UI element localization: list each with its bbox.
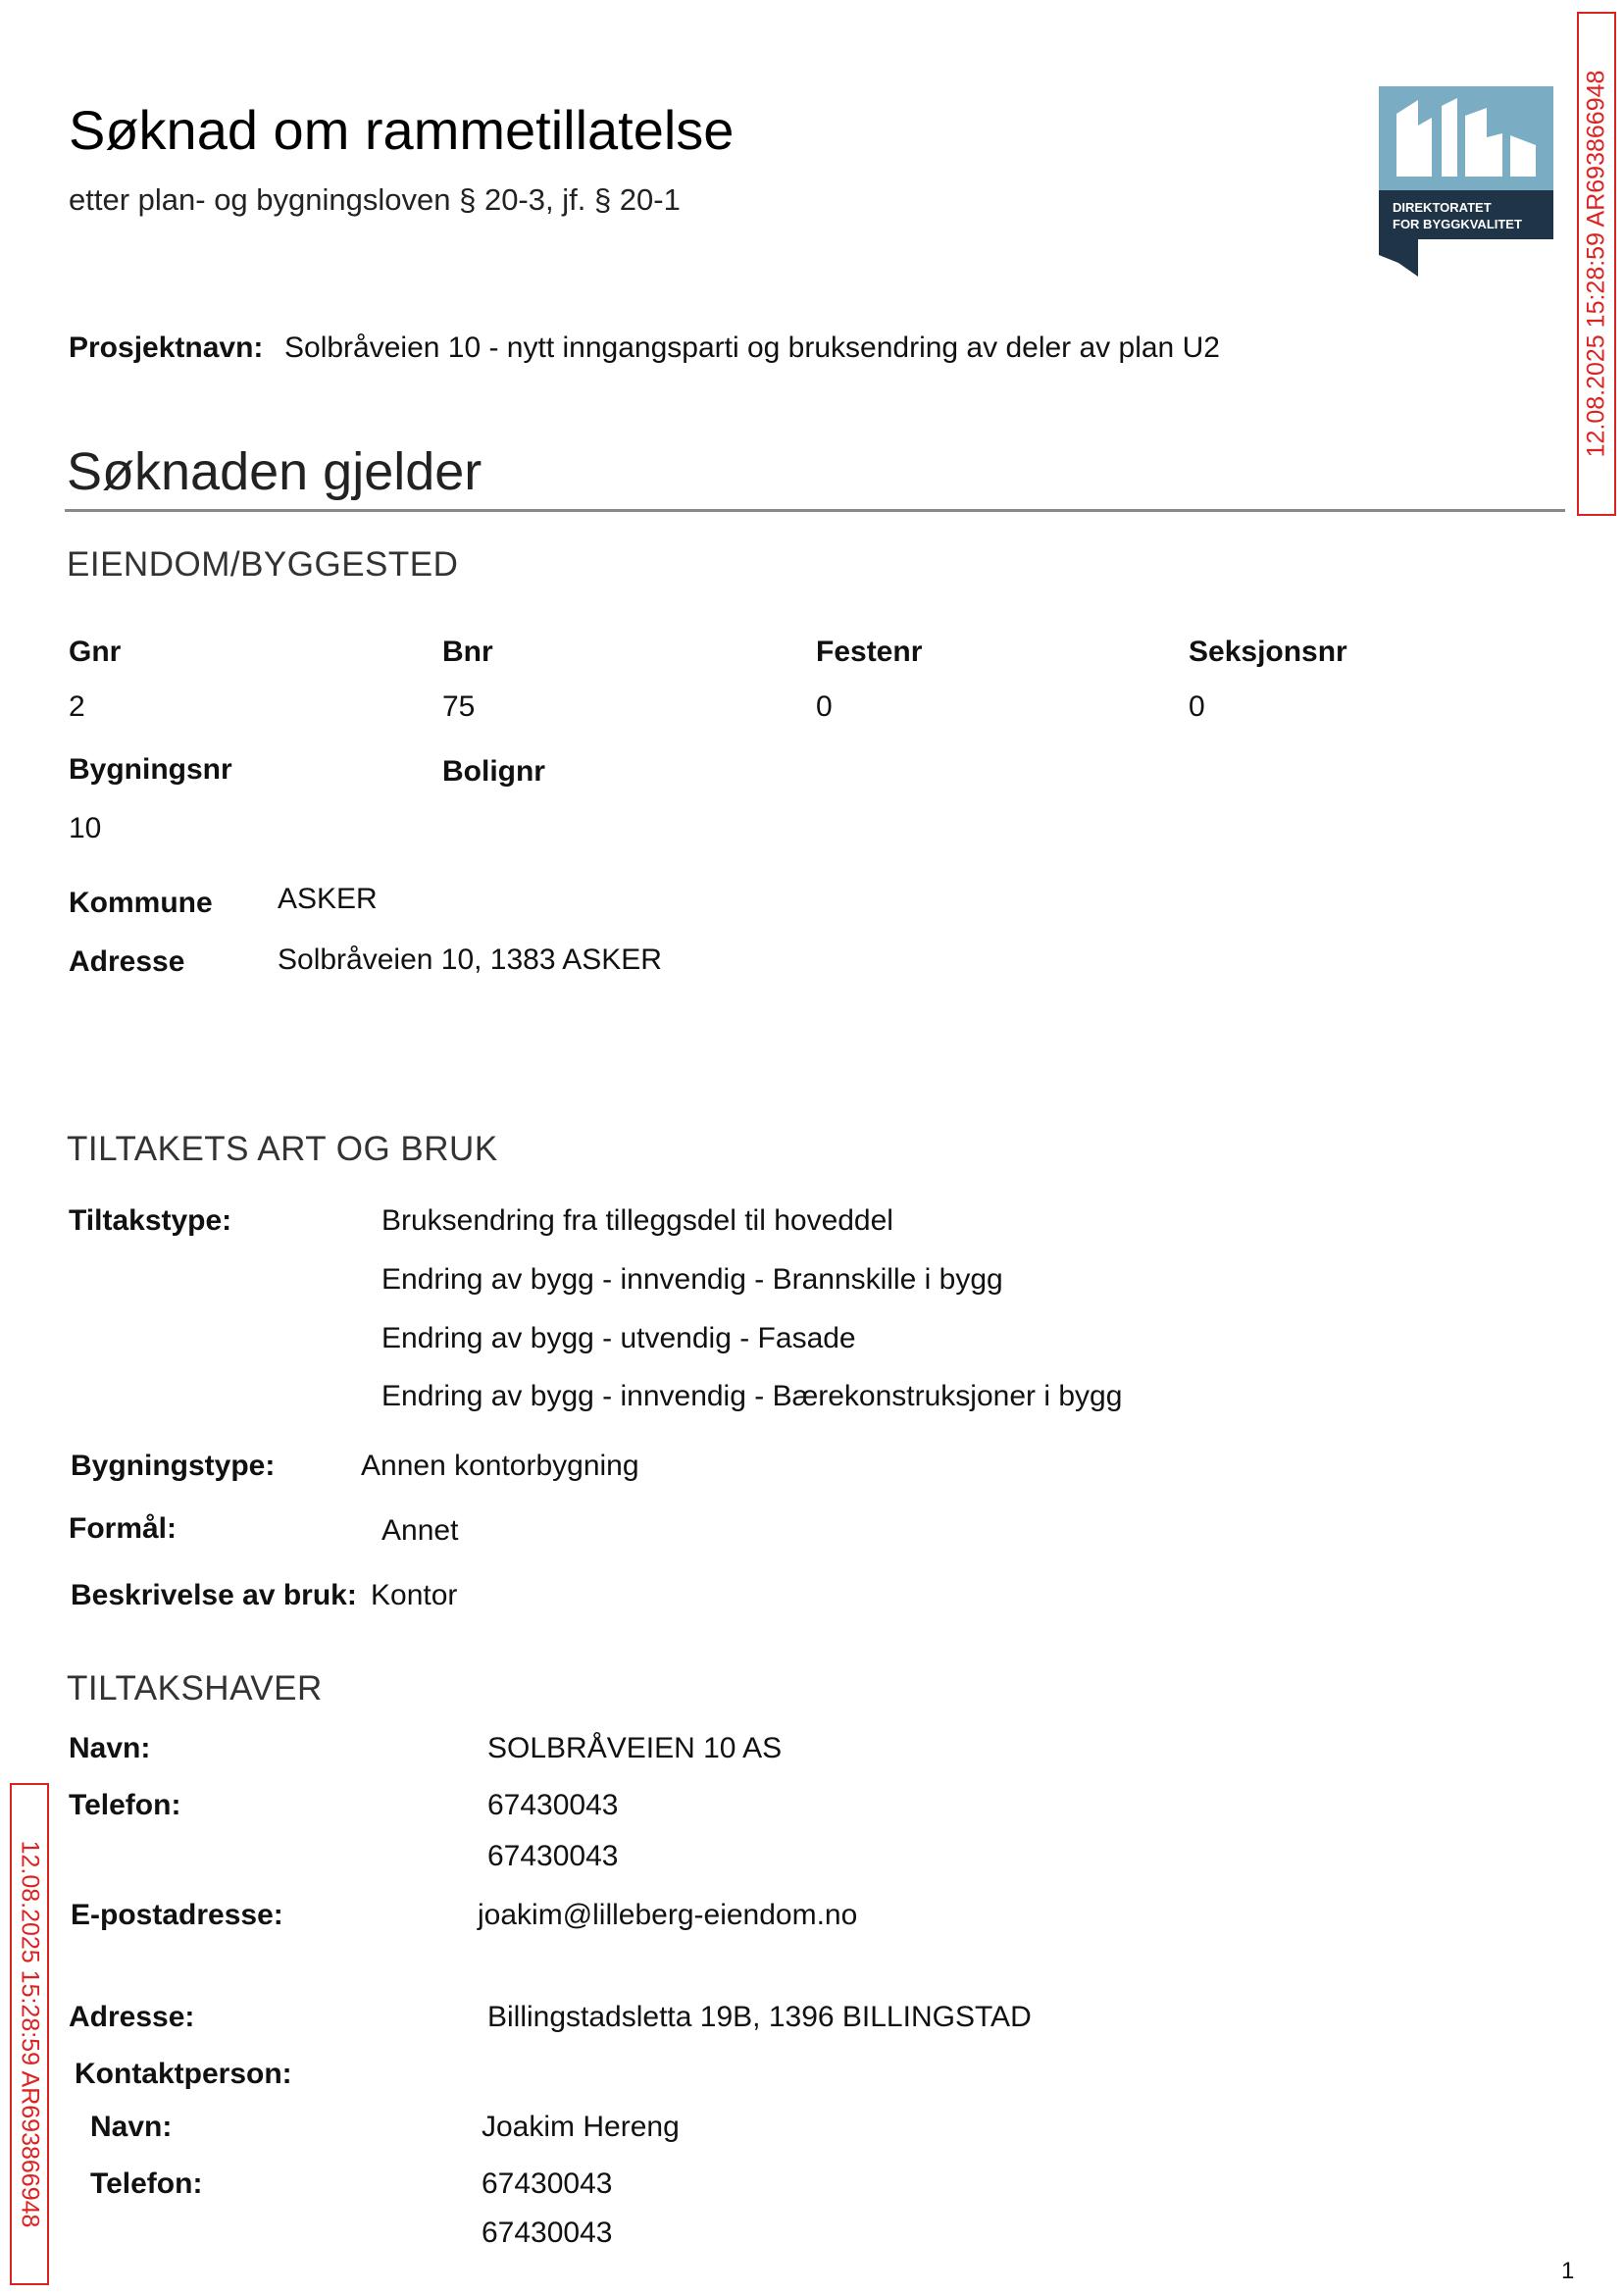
applicant-address-label: Adresse: xyxy=(69,2001,195,2033)
tiltakstype-item: Endring av bygg - utvendig - Fasade xyxy=(381,1322,856,1354)
bygningstype-label: Bygningstype: xyxy=(71,1450,276,1482)
date-stamp-left xyxy=(10,1783,49,2285)
project-name: Solbråveien 10 - nytt inngangsparti og bruksendring av deler av plan U2 xyxy=(284,331,1220,364)
kommune-label: Kommune xyxy=(69,887,213,919)
contact-phone: 67430043 xyxy=(482,2167,613,2200)
adresse-label: Adresse xyxy=(69,945,185,978)
applicant-email-label: E-postadresse: xyxy=(71,1899,283,1931)
dibk-logo xyxy=(1379,86,1553,277)
property-heading: EIENDOM/BYGGESTED xyxy=(67,545,459,584)
document-title: Søknad om rammetillatelse xyxy=(69,99,735,161)
bygningstype-value: Annen kontorbygning xyxy=(361,1450,639,1482)
contact-phone-label: Telefon: xyxy=(90,2167,203,2200)
beskrivelse-value: Kontor xyxy=(371,1579,458,1611)
bnr-label: Bnr xyxy=(442,636,493,668)
applicant-phone: 67430043 xyxy=(487,1840,619,1872)
tiltakstype-item: Endring av bygg - innvendig - Bærekonstruksjoner i bygg xyxy=(381,1380,1123,1412)
applicant-address: Billingstadsletta 19B, 1396 BILLINGSTAD xyxy=(487,2001,1032,2033)
adresse-value: Solbråveien 10, 1383 ASKER xyxy=(278,943,662,976)
bnr-value: 75 xyxy=(442,690,476,723)
heading-divider xyxy=(65,509,1565,512)
contact-name-label: Navn: xyxy=(90,2111,173,2143)
stamp-text: 12.08.2025 15:28:59 AR693866948 xyxy=(1582,70,1610,458)
contact-phone: 67430043 xyxy=(482,2217,613,2249)
festenr-label: Festenr xyxy=(816,636,923,668)
festenr-value: 0 xyxy=(816,690,833,723)
measure-heading: TILTAKETS ART OG BRUK xyxy=(67,1130,498,1168)
bygningsnr-label: Bygningsnr xyxy=(69,753,232,786)
seksjonsnr-value: 0 xyxy=(1189,690,1205,723)
project-label: Prosjektnavn: xyxy=(69,331,264,364)
logo-text-line1: DIREKTORATET xyxy=(1393,200,1492,215)
gnr-label: Gnr xyxy=(69,636,122,668)
formal-label: Formål: xyxy=(69,1512,178,1545)
applicant-phone: 67430043 xyxy=(487,1789,619,1821)
section-heading: Søknaden gjelder xyxy=(67,442,482,501)
document-subtitle: etter plan- og bygningsloven § 20-3, jf. § 20-1 xyxy=(69,182,681,217)
stamp-text: 12.08.2025 15:28:59 AR693866948 xyxy=(16,1840,44,2228)
applicant-name-label: Navn: xyxy=(69,1732,151,1764)
tiltakstype-item: Endring av bygg - innvendig - Brannskille i bygg xyxy=(381,1263,1003,1296)
gnr-value: 2 xyxy=(69,690,85,723)
kommune-value: ASKER xyxy=(278,883,378,915)
logo-text-line2: FOR BYGGKVALITET xyxy=(1393,217,1522,231)
bolignr-label: Bolignr xyxy=(442,755,545,788)
tiltakstype-item: Bruksendring fra tilleggsdel til hoveddel xyxy=(381,1204,893,1237)
formal-value: Annet xyxy=(381,1514,459,1547)
applicant-email: joakim@lilleberg-eiendom.no xyxy=(478,1899,858,1931)
contact-person-label: Kontaktperson: xyxy=(75,2058,292,2090)
page-number: 1 xyxy=(1561,2258,1575,2284)
bygningsnr-value: 10 xyxy=(69,812,102,844)
beskrivelse-label: Beskrivelse av bruk: xyxy=(71,1579,357,1611)
applicant-name: SOLBRÅVEIEN 10 AS xyxy=(487,1732,783,1764)
applicant-phone-label: Telefon: xyxy=(69,1789,181,1821)
seksjonsnr-label: Seksjonsnr xyxy=(1189,636,1347,668)
date-stamp-right xyxy=(1577,12,1616,516)
applicant-heading: TILTAKSHAVER xyxy=(67,1669,323,1708)
contact-name: Joakim Hereng xyxy=(482,2111,680,2143)
tiltakstype-label: Tiltakstype: xyxy=(69,1204,232,1237)
